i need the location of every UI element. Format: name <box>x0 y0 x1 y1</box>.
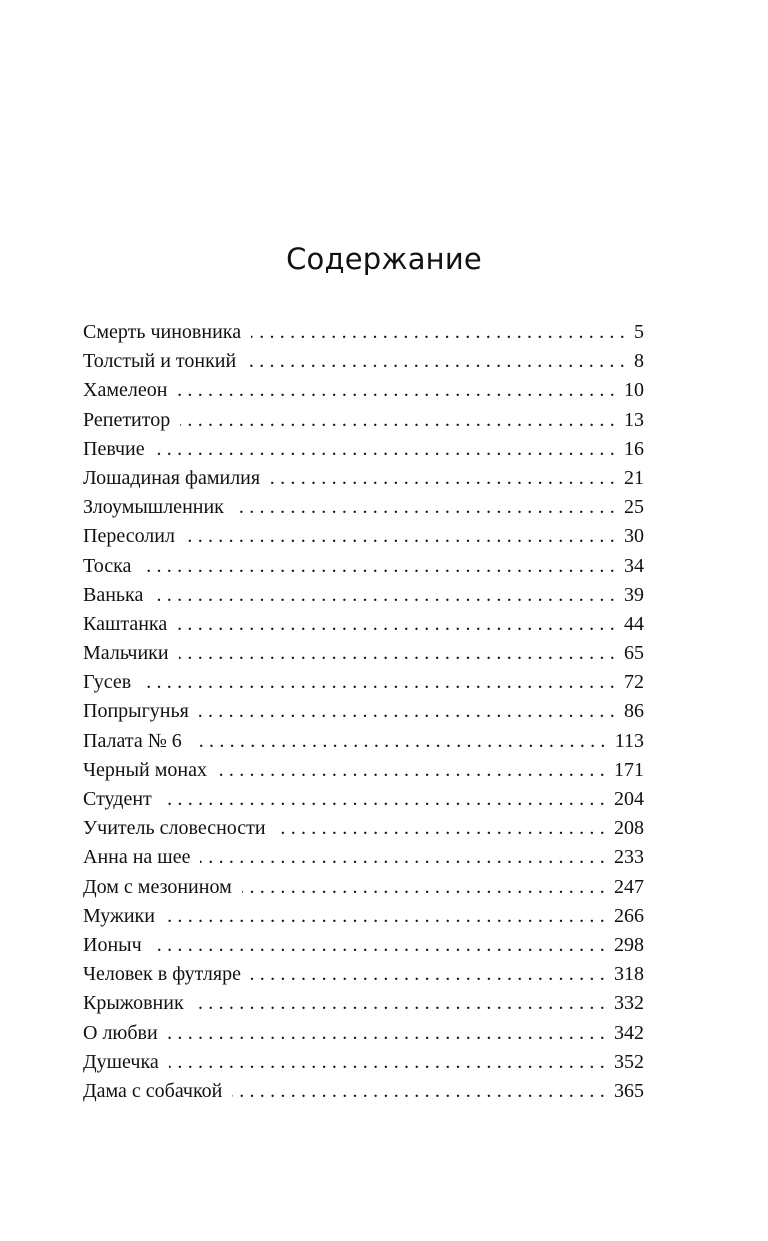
toc-entry-title: Пересолил <box>83 525 175 548</box>
toc-entry-title: Ванька <box>83 583 144 606</box>
dot-leader <box>276 814 610 843</box>
toc-entry-title: Злоумышленник <box>83 496 224 519</box>
dot-leader <box>165 902 610 931</box>
dot-leader <box>185 522 620 551</box>
toc-entry <box>83 435 644 464</box>
dot-leader <box>152 931 610 960</box>
dot-leader <box>141 668 620 697</box>
toc-entry <box>83 697 644 726</box>
toc-entry <box>83 814 644 843</box>
toc-entry <box>83 347 644 376</box>
toc-entry-title: Человек в футляре <box>83 963 241 986</box>
dot-leader <box>169 1048 610 1077</box>
dot-leader <box>179 639 620 668</box>
toc-entry-title: Репетитор <box>83 408 171 431</box>
toc-entry-title: Мужики <box>83 904 155 927</box>
toc-entry-page: 21 <box>624 466 644 489</box>
toc-entry-title: Крыжовник <box>83 992 184 1015</box>
toc-entry-title: Палата № 6 <box>83 729 182 752</box>
page-title: Содержание <box>286 242 482 276</box>
toc-entry-page: 86 <box>624 700 644 723</box>
toc-entry-title: Гусев <box>83 671 132 694</box>
toc-entry <box>83 931 644 960</box>
dot-leader <box>180 406 620 435</box>
toc-entry-page: 266 <box>614 904 644 927</box>
dot-leader <box>141 552 620 581</box>
dot-leader <box>242 873 610 902</box>
dot-leader <box>251 960 610 989</box>
toc-entry-title: Студент <box>83 788 152 810</box>
toc-entry-title: Лошадиная фамилия <box>83 466 261 489</box>
toc-entry-title: Черный монах <box>83 758 207 781</box>
toc-entry-title: Мальчики <box>83 642 169 665</box>
dot-leader <box>153 581 620 610</box>
toc-entry-title: Ионыч <box>83 933 142 956</box>
toc-entry <box>83 727 644 756</box>
toc-entry <box>83 639 644 668</box>
toc-entry-title: Толстый и тонкий <box>83 350 237 373</box>
dot-leader <box>177 376 620 405</box>
toc-entry-page: 10 <box>624 379 644 402</box>
toc-entry-page: 44 <box>624 612 644 635</box>
dot-leader <box>251 318 630 347</box>
toc-entry-title: Дама с собачкой <box>83 1079 223 1102</box>
toc-entry <box>83 902 644 931</box>
dot-leader <box>194 989 610 1018</box>
toc-entry-page: 72 <box>624 671 644 694</box>
toc-entry <box>83 581 644 610</box>
table-of-contents <box>83 318 644 1106</box>
toc-entry-page: 342 <box>614 1021 644 1044</box>
toc-entry-page: 34 <box>624 554 644 577</box>
dot-leader <box>168 1019 610 1048</box>
toc-entry-page: 365 <box>614 1079 644 1102</box>
dot-leader <box>177 610 620 639</box>
toc-entry-title: Дом с мезонином <box>83 875 232 898</box>
toc-entry <box>83 318 644 347</box>
toc-entry-title: Попрыгунья <box>83 700 189 723</box>
dot-leader <box>199 697 620 726</box>
toc-entry <box>83 668 644 697</box>
dot-leader <box>217 756 610 785</box>
toc-entry-title: Хамелеон <box>83 379 168 402</box>
toc-entry <box>83 989 644 1018</box>
toc-entry-page: 298 <box>614 933 644 956</box>
toc-entry <box>83 552 644 581</box>
toc-entry-title: Тоска <box>83 554 132 577</box>
toc-entry <box>83 960 644 989</box>
toc-entry-page: 13 <box>624 408 644 431</box>
toc-entry-title: Душечка <box>83 1050 159 1073</box>
toc-entry-page: 204 <box>614 788 644 810</box>
toc-entry-title: Анна на шее <box>83 846 191 869</box>
toc-entry <box>83 1019 644 1048</box>
toc-entry <box>83 522 644 551</box>
toc-entry-page: 25 <box>624 496 644 519</box>
toc-entry-page: 171 <box>614 758 644 781</box>
dot-leader <box>162 785 610 814</box>
toc-entry <box>83 464 644 493</box>
toc-entry-page: 5 <box>634 321 644 343</box>
toc-entry <box>83 843 644 872</box>
toc-entry-page: 16 <box>624 437 644 460</box>
toc-entry-page: 332 <box>614 992 644 1015</box>
toc-entry <box>83 610 644 639</box>
toc-entry-title: О любви <box>83 1021 158 1044</box>
toc-entry-title: Смерть чиновника <box>83 321 242 343</box>
toc-entry-title: Певчие <box>83 437 145 460</box>
dot-leader <box>155 435 620 464</box>
toc-entry-page: 39 <box>624 583 644 606</box>
dot-leader <box>232 1077 610 1106</box>
toc-entry-title: Каштанка <box>83 612 168 635</box>
toc-entry-page: 30 <box>624 525 644 548</box>
toc-entry <box>83 1048 644 1077</box>
toc-entry-page: 8 <box>634 350 644 373</box>
toc-entry <box>83 376 644 405</box>
dot-leader <box>246 347 630 376</box>
dot-leader <box>270 464 620 493</box>
toc-entry <box>83 1077 644 1106</box>
toc-entry-page: 352 <box>614 1050 644 1073</box>
toc-entry-page: 247 <box>614 875 644 898</box>
toc-entry-title: Учитель словесности <box>83 817 266 840</box>
toc-entry <box>83 873 644 902</box>
toc-entry-page: 65 <box>624 642 644 665</box>
toc-entry <box>83 756 644 785</box>
toc-entry <box>83 785 644 814</box>
dot-leader <box>200 843 610 872</box>
dot-leader <box>192 727 611 756</box>
toc-entry <box>83 493 644 522</box>
toc-entry-page: 233 <box>614 846 644 869</box>
toc-entry-page: 318 <box>614 963 644 986</box>
toc-entry <box>83 406 644 435</box>
toc-entry-page: 113 <box>614 729 644 752</box>
dot-leader <box>234 493 620 522</box>
toc-entry-page: 208 <box>614 817 644 840</box>
